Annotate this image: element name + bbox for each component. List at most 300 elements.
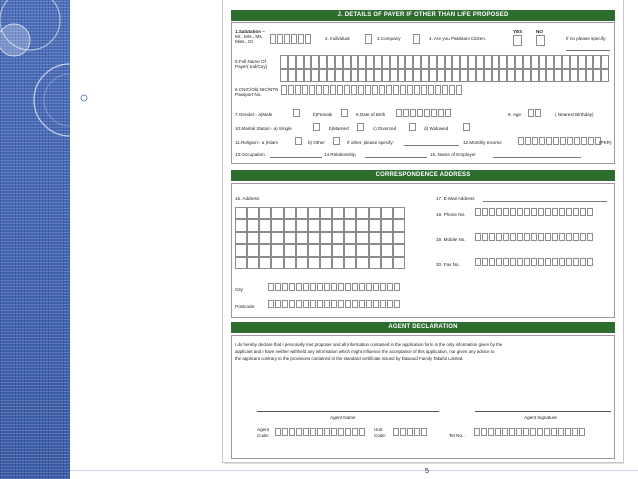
occupation-line[interactable]	[270, 157, 322, 158]
char-box[interactable]	[373, 283, 379, 291]
grid-cell[interactable]	[531, 55, 539, 69]
char-box[interactable]	[310, 300, 316, 308]
char-box[interactable]	[566, 258, 572, 266]
cnic-input[interactable]	[281, 85, 463, 95]
grid-cell[interactable]	[356, 207, 368, 219]
grid-cell[interactable]	[311, 69, 319, 83]
char-box[interactable]	[531, 208, 537, 216]
grid-cell[interactable]	[320, 207, 332, 219]
char-box[interactable]	[324, 428, 330, 436]
char-box[interactable]	[445, 109, 451, 117]
char-box[interactable]	[517, 208, 523, 216]
age-input[interactable]	[528, 109, 542, 117]
agent-code-input[interactable]	[275, 428, 366, 436]
grid-cell[interactable]	[271, 257, 283, 269]
grid-cell[interactable]	[356, 244, 368, 256]
marital-married-checkbox[interactable]	[357, 123, 364, 131]
grid-cell[interactable]	[570, 55, 578, 69]
grid-cell[interactable]	[335, 69, 343, 83]
grid-cell[interactable]	[382, 55, 390, 69]
char-box[interactable]	[580, 233, 586, 241]
char-box[interactable]	[545, 208, 551, 216]
char-box[interactable]	[489, 258, 495, 266]
individual-checkbox[interactable]	[365, 34, 372, 44]
grid-cell[interactable]	[523, 55, 531, 69]
char-box[interactable]	[303, 283, 309, 291]
grid-cell[interactable]	[308, 219, 320, 231]
grid-cell[interactable]	[484, 69, 492, 83]
grid-cell[interactable]	[499, 55, 507, 69]
char-box[interactable]	[316, 85, 322, 95]
grid-cell[interactable]	[507, 69, 515, 83]
char-box[interactable]	[559, 233, 565, 241]
char-box[interactable]	[496, 208, 502, 216]
char-box[interactable]	[435, 85, 441, 95]
grid-cell[interactable]	[288, 55, 296, 69]
grid-cell[interactable]	[366, 69, 374, 83]
char-box[interactable]	[275, 300, 281, 308]
char-box[interactable]	[359, 428, 365, 436]
marital-widowed-checkbox[interactable]	[463, 123, 470, 131]
char-box[interactable]	[352, 428, 358, 436]
grid-cell[interactable]	[320, 219, 332, 231]
grid-cell[interactable]	[343, 69, 351, 83]
grid-cell[interactable]	[381, 244, 393, 256]
char-box[interactable]	[579, 428, 585, 436]
char-box[interactable]	[424, 109, 430, 117]
grid-cell[interactable]	[296, 257, 308, 269]
char-box[interactable]	[587, 233, 593, 241]
char-box[interactable]	[317, 283, 323, 291]
char-box[interactable]	[475, 258, 481, 266]
grid-cell[interactable]	[381, 257, 393, 269]
grid-cell[interactable]	[351, 55, 359, 69]
char-box[interactable]	[442, 85, 448, 95]
email-line[interactable]	[483, 201, 607, 202]
grid-cell[interactable]	[308, 257, 320, 269]
grid-cell[interactable]	[308, 207, 320, 219]
grid-cell[interactable]	[374, 55, 382, 69]
char-box[interactable]	[289, 283, 295, 291]
grid-cell[interactable]	[390, 69, 398, 83]
grid-cell[interactable]	[320, 244, 332, 256]
char-box[interactable]	[281, 85, 287, 95]
char-box[interactable]	[474, 428, 480, 436]
grid-cell[interactable]	[332, 244, 344, 256]
grid-cell[interactable]	[356, 257, 368, 269]
char-box[interactable]	[482, 258, 488, 266]
char-box[interactable]	[517, 233, 523, 241]
grid-cell[interactable]	[413, 55, 421, 69]
grid-cell[interactable]	[531, 69, 539, 83]
char-box[interactable]	[289, 300, 295, 308]
grid-cell[interactable]	[382, 69, 390, 83]
char-box[interactable]	[396, 109, 402, 117]
char-box[interactable]	[393, 85, 399, 95]
char-box[interactable]	[496, 258, 502, 266]
address-input-grid[interactable]	[235, 207, 405, 269]
grid-cell[interactable]	[284, 219, 296, 231]
grid-cell[interactable]	[344, 232, 356, 244]
char-box[interactable]	[475, 208, 481, 216]
fax-input[interactable]	[475, 258, 594, 266]
char-box[interactable]	[531, 258, 537, 266]
grid-cell[interactable]	[393, 244, 405, 256]
grid-cell[interactable]	[366, 55, 374, 69]
grid-cell[interactable]	[235, 219, 247, 231]
char-box[interactable]	[482, 208, 488, 216]
char-box[interactable]	[587, 208, 593, 216]
char-box[interactable]	[573, 208, 579, 216]
grid-cell[interactable]	[554, 69, 562, 83]
char-box[interactable]	[317, 300, 323, 308]
grid-cell[interactable]	[476, 55, 484, 69]
char-box[interactable]	[502, 428, 508, 436]
char-box[interactable]	[517, 258, 523, 266]
grid-cell[interactable]	[259, 244, 271, 256]
char-box[interactable]	[580, 208, 586, 216]
char-box[interactable]	[552, 258, 558, 266]
grid-cell[interactable]	[492, 69, 500, 83]
grid-cell[interactable]	[247, 257, 259, 269]
grid-cell[interactable]	[296, 232, 308, 244]
char-box[interactable]	[518, 137, 524, 145]
grid-cell[interactable]	[296, 207, 308, 219]
char-box[interactable]	[535, 109, 541, 117]
char-box[interactable]	[573, 233, 579, 241]
grid-cell[interactable]	[296, 55, 304, 69]
char-box[interactable]	[407, 85, 413, 95]
citizen-no-checkbox[interactable]	[536, 35, 545, 46]
char-box[interactable]	[503, 233, 509, 241]
char-box[interactable]	[566, 208, 572, 216]
char-box[interactable]	[365, 85, 371, 95]
char-box[interactable]	[386, 85, 392, 95]
char-box[interactable]	[573, 258, 579, 266]
char-box[interactable]	[537, 428, 543, 436]
grid-cell[interactable]	[280, 69, 288, 83]
grid-cell[interactable]	[351, 69, 359, 83]
grid-cell[interactable]	[332, 207, 344, 219]
grid-cell[interactable]	[247, 244, 259, 256]
char-box[interactable]	[331, 428, 337, 436]
salutation-input[interactable]	[270, 34, 312, 44]
grid-cell[interactable]	[296, 219, 308, 231]
grid-cell[interactable]	[344, 207, 356, 219]
if-no-specify-line[interactable]	[566, 50, 610, 51]
grid-cell[interactable]	[259, 207, 271, 219]
grid-cell[interactable]	[235, 232, 247, 244]
char-box[interactable]	[572, 428, 578, 436]
char-box[interactable]	[559, 258, 565, 266]
char-box[interactable]	[310, 283, 316, 291]
char-box[interactable]	[366, 300, 372, 308]
char-box[interactable]	[428, 85, 434, 95]
char-box[interactable]	[524, 258, 530, 266]
grid-cell[interactable]	[452, 69, 460, 83]
char-box[interactable]	[403, 109, 409, 117]
grid-cell[interactable]	[507, 55, 515, 69]
char-box[interactable]	[268, 283, 274, 291]
char-box[interactable]	[525, 137, 531, 145]
char-box[interactable]	[296, 428, 302, 436]
char-box[interactable]	[295, 85, 301, 95]
char-box[interactable]	[588, 137, 594, 145]
char-box[interactable]	[303, 428, 309, 436]
grid-cell[interactable]	[393, 257, 405, 269]
char-box[interactable]	[400, 85, 406, 95]
char-box[interactable]	[351, 85, 357, 95]
char-box[interactable]	[410, 109, 416, 117]
char-box[interactable]	[337, 85, 343, 95]
char-box[interactable]	[379, 85, 385, 95]
char-box[interactable]	[358, 85, 364, 95]
grid-cell[interactable]	[429, 69, 437, 83]
char-box[interactable]	[559, 208, 565, 216]
grid-cell[interactable]	[356, 219, 368, 231]
char-box[interactable]	[530, 428, 536, 436]
char-box[interactable]	[431, 109, 437, 117]
grid-cell[interactable]	[369, 257, 381, 269]
grid-cell[interactable]	[381, 232, 393, 244]
grid-cell[interactable]	[369, 207, 381, 219]
grid-cell[interactable]	[468, 69, 476, 83]
grid-cell[interactable]	[247, 232, 259, 244]
char-box[interactable]	[581, 137, 587, 145]
char-box[interactable]	[288, 85, 294, 95]
grid-cell[interactable]	[562, 55, 570, 69]
grid-cell[interactable]	[235, 207, 247, 219]
char-box[interactable]	[380, 300, 386, 308]
char-box[interactable]	[324, 283, 330, 291]
grid-cell[interactable]	[390, 55, 398, 69]
grid-cell[interactable]	[546, 69, 554, 83]
marital-divorced-checkbox[interactable]	[409, 123, 416, 131]
grid-cell[interactable]	[601, 69, 609, 83]
grid-cell[interactable]	[539, 69, 547, 83]
grid-cell[interactable]	[304, 69, 312, 83]
company-checkbox[interactable]	[413, 34, 420, 44]
char-box[interactable]	[545, 233, 551, 241]
grid-cell[interactable]	[327, 69, 335, 83]
char-box[interactable]	[302, 85, 308, 95]
char-box[interactable]	[438, 109, 444, 117]
tel-input[interactable]	[474, 428, 586, 436]
grid-cell[interactable]	[271, 207, 283, 219]
char-box[interactable]	[303, 300, 309, 308]
grid-cell[interactable]	[332, 232, 344, 244]
grid-cell[interactable]	[280, 55, 288, 69]
char-box[interactable]	[282, 283, 288, 291]
char-box[interactable]	[538, 233, 544, 241]
char-box[interactable]	[481, 428, 487, 436]
grid-cell[interactable]	[593, 55, 601, 69]
char-box[interactable]	[560, 137, 566, 145]
char-box[interactable]	[393, 428, 399, 436]
char-box[interactable]	[338, 300, 344, 308]
char-box[interactable]	[456, 85, 462, 95]
char-box[interactable]	[580, 258, 586, 266]
char-box[interactable]	[528, 109, 534, 117]
relationship-line[interactable]	[365, 157, 427, 158]
char-box[interactable]	[558, 428, 564, 436]
grid-cell[interactable]	[515, 69, 523, 83]
grid-cell[interactable]	[562, 69, 570, 83]
char-box[interactable]	[551, 428, 557, 436]
grid-cell[interactable]	[523, 69, 531, 83]
char-box[interactable]	[310, 428, 316, 436]
grid-cell[interactable]	[554, 55, 562, 69]
char-box[interactable]	[324, 300, 330, 308]
grid-cell[interactable]	[319, 69, 327, 83]
grid-cell[interactable]	[284, 257, 296, 269]
grid-cell[interactable]	[343, 55, 351, 69]
grid-cell[interactable]	[460, 69, 468, 83]
char-box[interactable]	[387, 300, 393, 308]
grid-cell[interactable]	[452, 55, 460, 69]
char-box[interactable]	[539, 137, 545, 145]
grid-cell[interactable]	[288, 69, 296, 83]
char-box[interactable]	[587, 258, 593, 266]
char-box[interactable]	[268, 300, 274, 308]
grid-cell[interactable]	[570, 69, 578, 83]
char-box[interactable]	[524, 233, 530, 241]
grid-cell[interactable]	[398, 69, 406, 83]
grid-cell[interactable]	[320, 232, 332, 244]
employer-line[interactable]	[493, 157, 581, 158]
char-box[interactable]	[531, 233, 537, 241]
grid-cell[interactable]	[308, 244, 320, 256]
char-box[interactable]	[523, 428, 529, 436]
grid-cell[interactable]	[369, 232, 381, 244]
grid-cell[interactable]	[515, 55, 523, 69]
mobile-input[interactable]	[475, 233, 594, 241]
char-box[interactable]	[366, 283, 372, 291]
char-box[interactable]	[414, 85, 420, 95]
char-box[interactable]	[449, 85, 455, 95]
char-box[interactable]	[352, 300, 358, 308]
grid-cell[interactable]	[259, 257, 271, 269]
grid-cell[interactable]	[327, 55, 335, 69]
char-box[interactable]	[552, 208, 558, 216]
gender-female-checkbox[interactable]	[341, 109, 348, 117]
char-box[interactable]	[330, 85, 336, 95]
grid-cell[interactable]	[304, 55, 312, 69]
grid-cell[interactable]	[429, 55, 437, 69]
grid-cell[interactable]	[308, 232, 320, 244]
char-box[interactable]	[574, 137, 580, 145]
char-box[interactable]	[524, 208, 530, 216]
religion-specify-line[interactable]	[404, 145, 459, 146]
char-box[interactable]	[496, 233, 502, 241]
grid-cell[interactable]	[247, 219, 259, 231]
char-box[interactable]	[338, 283, 344, 291]
char-box[interactable]	[338, 428, 344, 436]
char-box[interactable]	[538, 208, 544, 216]
char-box[interactable]	[387, 283, 393, 291]
grid-cell[interactable]	[492, 55, 500, 69]
grid-cell[interactable]	[332, 219, 344, 231]
city-input[interactable]	[268, 283, 401, 291]
grid-cell[interactable]	[271, 232, 283, 244]
grid-cell[interactable]	[284, 207, 296, 219]
char-box[interactable]	[488, 428, 494, 436]
grid-cell[interactable]	[393, 207, 405, 219]
char-box[interactable]	[482, 233, 488, 241]
grid-cell[interactable]	[593, 69, 601, 83]
grid-cell[interactable]	[271, 219, 283, 231]
char-box[interactable]	[345, 300, 351, 308]
grid-cell[interactable]	[460, 55, 468, 69]
char-box[interactable]	[503, 208, 509, 216]
grid-cell[interactable]	[586, 69, 594, 83]
religion-islam-checkbox[interactable]	[295, 137, 302, 145]
char-box[interactable]	[538, 258, 544, 266]
char-box[interactable]	[503, 258, 509, 266]
char-box[interactable]	[510, 233, 516, 241]
grid-cell[interactable]	[358, 69, 366, 83]
grid-cell[interactable]	[259, 232, 271, 244]
grid-cell[interactable]	[235, 257, 247, 269]
postcode-input[interactable]	[268, 300, 401, 308]
char-box[interactable]	[331, 300, 337, 308]
char-box[interactable]	[475, 233, 481, 241]
char-box[interactable]	[509, 428, 515, 436]
char-box[interactable]	[565, 428, 571, 436]
grid-cell[interactable]	[437, 55, 445, 69]
grid-cell[interactable]	[320, 257, 332, 269]
char-box[interactable]	[567, 137, 573, 145]
char-box[interactable]	[495, 428, 501, 436]
char-box[interactable]	[414, 428, 420, 436]
char-box[interactable]	[309, 85, 315, 95]
char-box[interactable]	[510, 208, 516, 216]
char-box[interactable]	[282, 300, 288, 308]
char-box[interactable]	[394, 283, 400, 291]
grid-cell[interactable]	[247, 207, 259, 219]
char-box[interactable]	[289, 428, 295, 436]
char-box[interactable]	[373, 300, 379, 308]
grid-cell[interactable]	[319, 55, 327, 69]
grid-cell[interactable]	[578, 55, 586, 69]
char-box[interactable]	[359, 283, 365, 291]
grid-cell[interactable]	[369, 244, 381, 256]
grid-cell[interactable]	[374, 69, 382, 83]
char-box[interactable]	[359, 300, 365, 308]
char-box[interactable]	[331, 283, 337, 291]
char-box[interactable]	[372, 85, 378, 95]
monthly-income-input[interactable]	[518, 137, 602, 145]
char-box[interactable]	[345, 283, 351, 291]
char-box[interactable]	[553, 137, 559, 145]
grid-cell[interactable]	[393, 232, 405, 244]
grid-cell[interactable]	[356, 232, 368, 244]
char-box[interactable]	[532, 137, 538, 145]
char-box[interactable]	[566, 233, 572, 241]
grid-cell[interactable]	[311, 55, 319, 69]
unit-code-input[interactable]	[393, 428, 428, 436]
char-box[interactable]	[545, 258, 551, 266]
grid-cell[interactable]	[358, 55, 366, 69]
grid-cell[interactable]	[259, 219, 271, 231]
grid-cell[interactable]	[405, 69, 413, 83]
grid-cell[interactable]	[484, 55, 492, 69]
grid-cell[interactable]	[235, 244, 247, 256]
grid-cell[interactable]	[344, 244, 356, 256]
grid-cell[interactable]	[476, 69, 484, 83]
char-box[interactable]	[275, 428, 281, 436]
grid-cell[interactable]	[398, 55, 406, 69]
